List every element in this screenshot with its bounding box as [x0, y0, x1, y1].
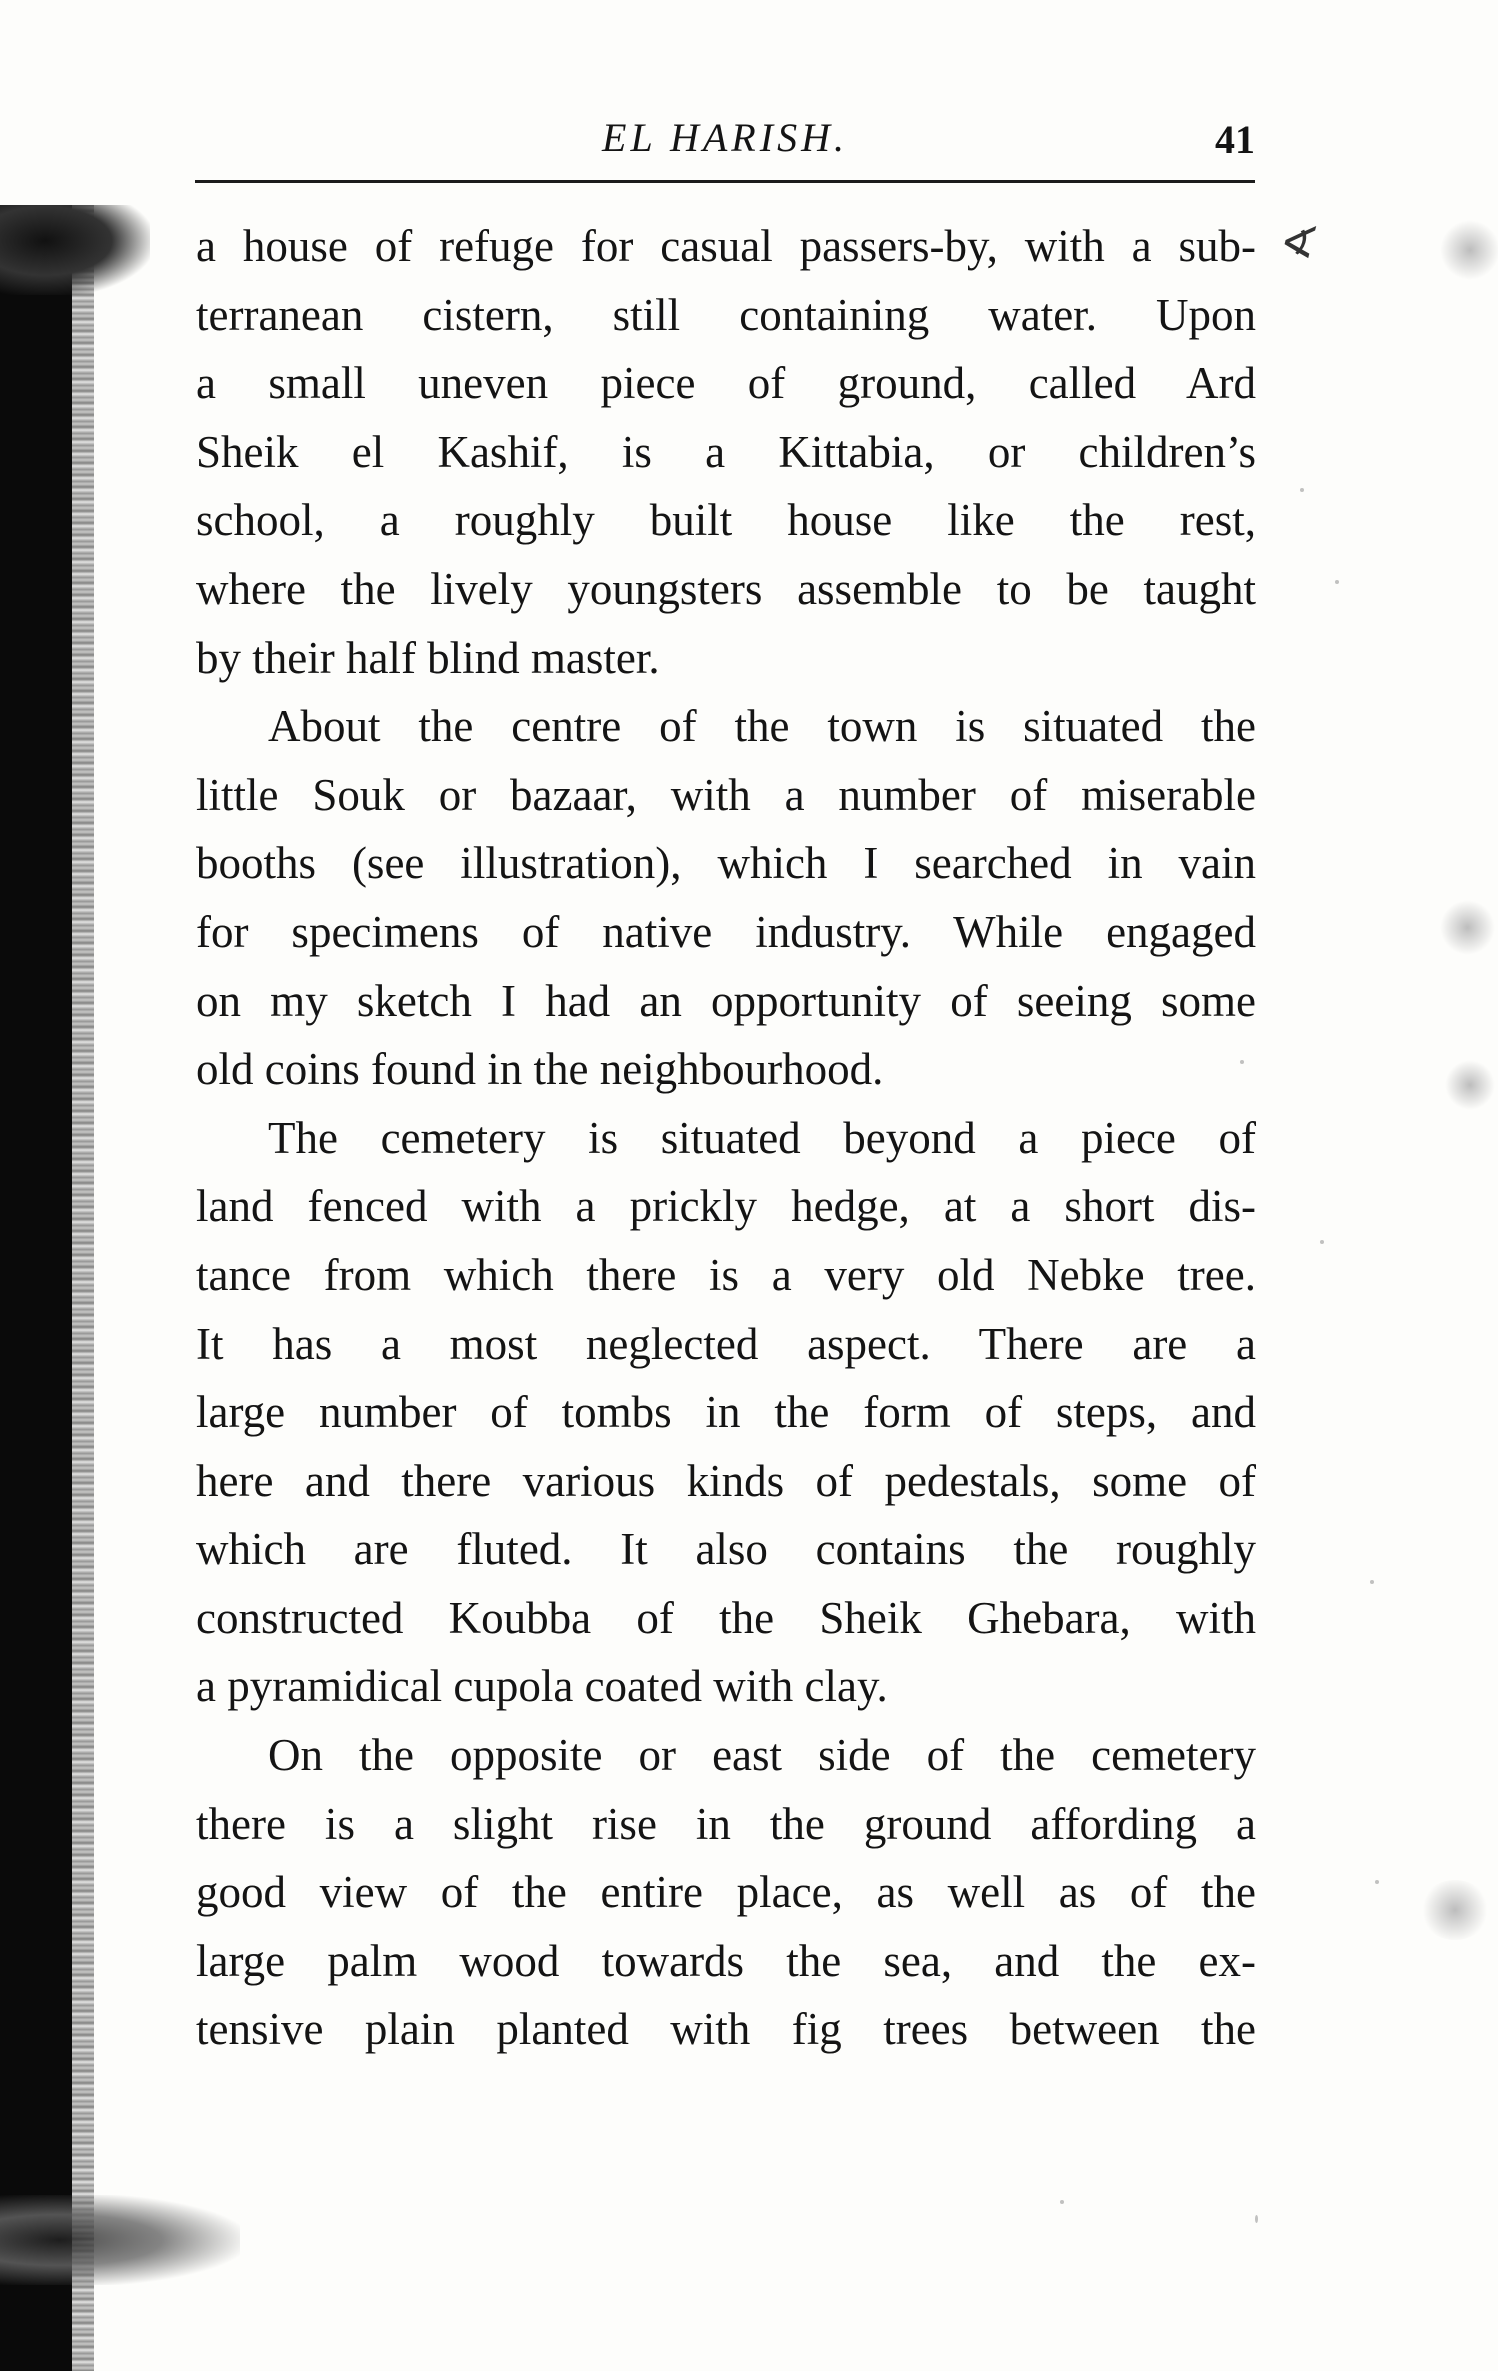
binding-bottom-smudge — [0, 2195, 240, 2285]
text-line: It has a most neglected aspect. There are a — [196, 1318, 1256, 1369]
page-number: 41 — [1215, 117, 1255, 162]
text-line: here and there various kinds of pedestals, some of — [196, 1455, 1256, 1506]
scan-speck — [1060, 2200, 1064, 2204]
text-line: The cemetery is situated beyond a piece of — [268, 1112, 1256, 1163]
scan-speck — [1335, 580, 1339, 584]
text-line: On the opposite or east side of the cemetery — [268, 1730, 1256, 1781]
paragraph-3 — [196, 1104, 1256, 1721]
header-rule — [195, 180, 1255, 183]
text-line: booths (see illustration), which I searched in vain — [196, 838, 1256, 889]
paragraph-2 — [196, 692, 1256, 1104]
text-line: by their half blind master. — [196, 632, 660, 683]
text-line: tensive plain planted with fig trees between the — [196, 2004, 1256, 2055]
running-head-title: EL HARISH. — [602, 115, 848, 160]
text-line: large palm wood towards the sea, and the ex- — [196, 1935, 1256, 1986]
scan-speck — [1445, 1060, 1495, 1110]
text-line: on my sketch I had an opportunity of seeing some — [196, 975, 1256, 1026]
scan-speck — [1320, 1240, 1324, 1244]
running-head — [195, 108, 1255, 168]
text-line: a house of refuge for casual passers-by, with a sub- — [196, 221, 1256, 271]
text-line: About the centre of the town is situated the — [268, 701, 1256, 752]
text-line: for specimens of native industry. While engaged — [196, 906, 1256, 957]
paragraph-4 — [196, 1721, 1256, 2064]
text-line: terranean cistern, still containing water. Upon — [196, 289, 1256, 340]
text-line: which are fluted. It also contains the roughly — [196, 1524, 1256, 1575]
binding-top-smudge — [0, 205, 150, 295]
binding-shadow — [0, 205, 72, 2371]
text-line: land fenced with a prickly hedge, at a short dis- — [196, 1181, 1256, 1232]
margin-annotation-mark: ∢ — [1276, 219, 1313, 268]
text-line: large number of tombs in the form of steps, and — [196, 1387, 1256, 1438]
text-line: a pyramidical cupola coated with clay. — [196, 1661, 888, 1712]
paragraph-1 — [196, 212, 1256, 692]
text-line: a small uneven piece of ground, called Ard — [196, 358, 1256, 409]
scan-speck — [1440, 220, 1498, 280]
text-line: little Souk or bazaar, with a number of miserable — [196, 769, 1256, 820]
text-line: constructed Koubba of the Sheik Ghebara, with — [196, 1592, 1256, 1643]
text-line: good view of the entire place, as well as of the — [196, 1867, 1256, 1918]
scan-speck — [1300, 488, 1304, 492]
binding-edge-texture — [72, 205, 94, 2371]
scan-speck — [1370, 1580, 1374, 1584]
scan-speck — [1375, 1880, 1379, 1884]
scan-speck — [1255, 2215, 1258, 2223]
text-line: there is a slight rise in the ground affording a — [196, 1798, 1256, 1849]
text-line: old coins found in the neighbourhood. — [196, 1044, 884, 1095]
body-text — [196, 212, 1256, 2064]
scan-speck — [1420, 1880, 1490, 1940]
text-line: school, a roughly built house like the rest, — [196, 495, 1256, 546]
text-line: tance from which there is a very old Nebke tree. — [196, 1249, 1256, 1300]
text-line: where the lively youngsters assemble to be taught — [196, 563, 1256, 614]
text-line: Sheik el Kashif, is a Kittabia, or children’s — [196, 426, 1256, 477]
scan-speck — [1440, 900, 1495, 955]
